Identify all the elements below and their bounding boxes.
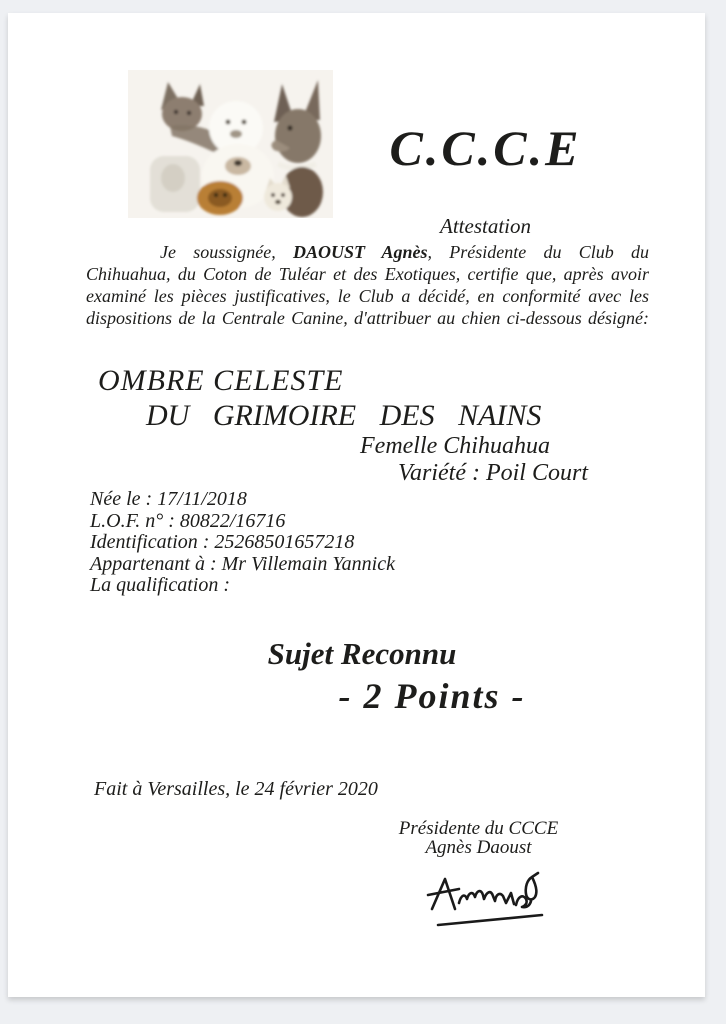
signer-title: Présidente du CCCE	[398, 818, 559, 839]
dogs-painting-graphic	[128, 70, 333, 218]
signature	[426, 869, 548, 933]
dog-details	[90, 489, 395, 597]
dog-owner: Appartenant à : Mr Villemain Yannick	[90, 552, 395, 575]
certificate-page	[8, 13, 705, 997]
intro-line-1-post: , Présidente du Club du	[427, 242, 649, 262]
intro-line-2: Chihuahua, du Coton de Tuléar et des Exotiques, certifie que, après avoir	[86, 264, 649, 284]
signer-block	[396, 819, 561, 857]
place-and-date: Fait à Versailles, le 24 février 2020	[94, 778, 378, 800]
award-title: Sujet Reconnu	[267, 636, 457, 671]
intro-line-1	[86, 241, 649, 263]
dog-variety: Variété : Poil Court	[398, 460, 588, 486]
dog-sex-breed: Femelle Chihuahua	[360, 433, 550, 459]
award-points: - 2 Points -	[338, 676, 526, 716]
dog-lof-number: L.O.F. n° : 80822/16716	[90, 509, 286, 532]
intro-line-3: examiné les pièces justificatives, le Club a décidé, en conformité avec les	[86, 286, 649, 306]
doc-title: Attestation	[440, 214, 531, 238]
president-name-bold: DAOUST Agnès	[292, 242, 428, 262]
signature-graphic	[426, 869, 548, 933]
dog-birth-date: Née le : 17/11/2018	[90, 488, 247, 510]
intro-line-4: dispositions de la Centrale Canine, d'attribuer au chien ci-dessous désigné:	[86, 308, 649, 328]
signer-name: Agnès Daoust	[425, 837, 532, 858]
dog-name-line-1: OMBRE CELESTE	[98, 364, 344, 397]
org-acronym: C.C.C.E	[389, 120, 582, 176]
dog-identification: Identification : 25268501657218	[90, 531, 355, 553]
intro-paragraph	[86, 241, 649, 329]
dog-name-line-2: DU GRIMOIRE DES NAINS	[146, 399, 542, 432]
intro-line-1-pre: Je soussignée,	[160, 242, 293, 262]
dogs-painting	[128, 70, 333, 218]
qualification-label: La qualification :	[90, 574, 230, 596]
